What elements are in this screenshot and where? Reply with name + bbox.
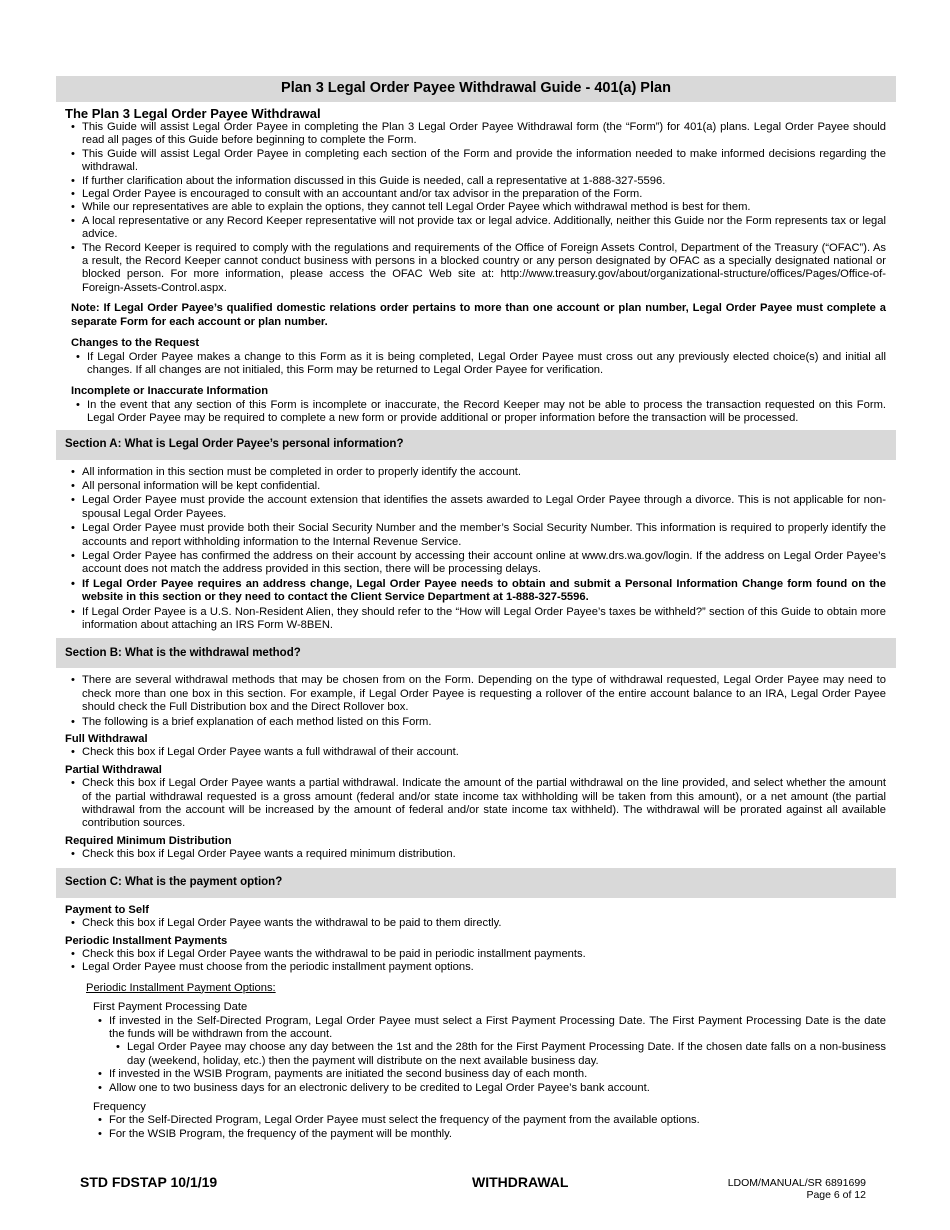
list-item: • Check this box if Legal Order Payee wants a required minimum distribution. xyxy=(66,848,886,861)
rmd-heading: Required Minimum Distribution xyxy=(65,834,232,847)
section-a-heading: Section A: What is Legal Order Payee’s personal information? xyxy=(56,430,896,460)
list-item: • If further clarification about the information discussed in this Guide is needed, call a representative at 1-888-327-5596. xyxy=(66,175,886,188)
list-item: • Legal Order Payee must provide the account extension that identifies the assets awarded to Legal Order Payee through a divorce. This is not applicable for non-spousal Legal Order Payees. xyxy=(66,494,886,521)
list-item: • If Legal Order Payee is a U.S. Non-Resident Alien, they should refer to the “How will Legal Order Payee’s taxes be withheld?” section of this Guide to obtain more information about attaching an IRS Form W-8BEN. xyxy=(66,606,886,633)
document-page xyxy=(56,76,896,1141)
payment-to-self-heading: Payment to Self xyxy=(65,903,149,916)
list-item: • Legal Order Payee has confirmed the address on their account by accessing their account online at www.drs.wa.gov/login. If the address on Legal Order Payee’s account does not match the address provided in this section, there will be processing delays. xyxy=(66,550,886,577)
list-item: • Legal Order Payee is encouraged to consult with an accountant and/or tax advisor in the preparation of the Form. xyxy=(66,188,886,201)
list-item: • All personal information will be kept confidential. xyxy=(66,480,886,493)
section-a-list xyxy=(66,466,886,633)
frequency-list xyxy=(93,1114,886,1141)
footer-ref-code: LDOM/MANUAL/SR 6891699 xyxy=(727,1177,866,1189)
incomplete-list xyxy=(71,399,886,426)
full-withdrawal-list xyxy=(66,746,886,759)
section-c-heading: Section C: What is the payment option? xyxy=(56,868,896,898)
list-item: • If invested in the Self-Directed Program, Legal Order Payee must select a First Payment Processing Date. The First Payment Processing Date is the date the funds will be withdrawn from the account. xyxy=(93,1015,886,1042)
intro-list xyxy=(66,121,886,295)
list-item: • There are several withdrawal methods that may be chosen from on the Form. Depending on the type of withdrawal requested, Legal Order Payee may need to check more than one box in this section. For example, if Legal Order Payee is requesting a rollover of the entire account balance to an IRA, Legal Order Payee should check the Full Distribution box and the Direct Rollover box. xyxy=(66,674,886,714)
intro-heading: The Plan 3 Legal Order Payee Withdrawal xyxy=(65,106,321,121)
list-item: • Allow one to two business days for an electronic delivery to be credited to Legal Order Payee’s bank account. xyxy=(93,1082,886,1095)
list-item: • This Guide will assist Legal Order Payee in completing the Plan 3 Legal Order Payee Withdrawal form (the “Form”) for 401(a) plans. Legal Order Payee should read all pages of this Guide before beginning to complete the Form. xyxy=(66,121,886,148)
list-item: • Legal Order Payee may choose any day between the 1st and the 28th for the First Payment Processing Date. If the chosen date falls on a non-business day (weekend, holiday, etc.) then the payment will distribute on the next available business day. xyxy=(111,1041,886,1068)
first-payment-sublist xyxy=(111,1041,886,1068)
list-item: • If Legal Order Payee makes a change to this Form as it is being completed, Legal Order Payee must cross out any previously elected choice(s) and initial all changes. If all changes are not initialed, this Form may be returned to Legal Order Payee for verification. xyxy=(71,351,886,378)
periodic-heading: Periodic Installment Payments xyxy=(65,934,228,947)
options-title-text: Periodic Installment Payment Options xyxy=(86,981,273,994)
list-item: • This Guide will assist Legal Order Payee in completing each section of the Form and provide the information needed to make informed decisions regarding the withdrawal. xyxy=(66,148,886,175)
first-payment-list xyxy=(93,1015,886,1042)
footer-form-id: STD FDSTAP 10/1/19 xyxy=(80,1174,218,1190)
list-item: • Check this box if Legal Order Payee wants a full withdrawal of their account. xyxy=(66,746,886,759)
list-item: • Check this box if Legal Order Payee wants the withdrawal to be paid to them directly. xyxy=(66,917,886,930)
list-item: • Legal Order Payee must provide both their Social Security Number and the member’s Social Security Number. This information is required to properly identify the accounts and report withholding information to the Internal Revenue Service. xyxy=(66,522,886,549)
section-b-heading: Section B: What is the withdrawal method? xyxy=(56,638,896,668)
first-payment-list-2 xyxy=(93,1068,886,1095)
changes-heading: Changes to the Request xyxy=(71,337,200,350)
document-title: Plan 3 Legal Order Payee Withdrawal Guide - 401(a) Plan xyxy=(56,76,896,102)
payment-to-self-list xyxy=(66,917,886,930)
list-item: • All information in this section must be completed in order to properly identify the account. xyxy=(66,466,886,479)
list-item: • The Record Keeper is required to comply with the regulations and requirements of the Office of Foreign Assets Control, Department of the Treasury (“OFAC”). As a result, the Record Keeper cannot conduct business with persons in a blocked country or any person designated by OFAC as a specially designated national or blocked person. For more information, please access the OFAC Web site at: http://www.treasury.gov/about/organizational-structure/offices/Pages/Office-of-Foreign-Assets-Control.aspx. xyxy=(66,242,886,296)
list-item: • For the Self-Directed Program, Legal Order Payee must select the frequency of the payment from the available options. xyxy=(93,1114,886,1127)
list-item: • If Legal Order Payee requires an address change, Legal Order Payee needs to obtain and submit a Personal Information Change form found on the website in this section or they need to contact the Client Service Department at 1-888-327-5596. xyxy=(66,578,886,605)
list-item: • Check this box if Legal Order Payee wants a partial withdrawal. Indicate the amount of the partial withdrawal on the line provided, and select whether the amount of the partial withdrawal requested is a gross amount (federal and/or state income tax withholding will be taken from this amount), or a net amount (the partial withdrawal from the account will be increased by the amount of federal and/or state income tax withheld). The withdrawal will be prorated against all available contribution sources. xyxy=(66,777,886,831)
full-withdrawal-heading: Full Withdrawal xyxy=(65,733,148,746)
footer-ref xyxy=(728,1177,866,1201)
note-paragraph: Note: If Legal Order Payee’s qualified domestic relations order pertains to more than one account or plan number, Legal Order Payee must complete a separate Form for each account or plan number. xyxy=(71,302,886,328)
periodic-list xyxy=(66,948,886,975)
list-item: • In the event that any section of this Form is incomplete or inaccurate, the Record Keeper may not be able to process the transaction requested on this Form. Legal Order Payee may be required to complete a new form or provide additional or proper information before the transaction will be processed. xyxy=(71,399,886,426)
list-item: • For the WSIB Program, the frequency of the payment will be monthly. xyxy=(93,1128,886,1141)
section-b-list xyxy=(66,674,886,729)
list-item: • Check this box if Legal Order Payee wants the withdrawal to be paid in periodic installment payments. xyxy=(66,948,886,961)
first-payment-heading: First Payment Processing Date xyxy=(93,1001,248,1014)
footer-center: WITHDRAWAL xyxy=(472,1174,569,1190)
rmd-list xyxy=(66,848,886,861)
list-item: • If invested in the WSIB Program, payments are initiated the second business day of each month. xyxy=(93,1068,886,1081)
incomplete-heading: Incomplete or Inaccurate Information xyxy=(71,385,269,398)
options-title xyxy=(86,982,896,995)
list-item: • While our representatives are able to explain the options, they cannot tell Legal Order Payee which withdrawal method is best for them. xyxy=(66,201,886,214)
options-title-colon: : xyxy=(272,981,276,994)
list-item: • The following is a brief explanation of each method listed on this Form. xyxy=(66,716,886,729)
frequency-heading: Frequency xyxy=(93,1100,146,1113)
page-footer xyxy=(0,1176,950,1206)
changes-list xyxy=(71,351,886,378)
partial-withdrawal-list xyxy=(66,777,886,831)
list-item: • A local representative or any Record Keeper representative will not provide tax or legal advice. Additionally, neither this Guide nor the Form represents tax or legal advice. xyxy=(66,215,886,242)
footer-page-number: Page 6 of 12 xyxy=(806,1189,866,1201)
partial-withdrawal-heading: Partial Withdrawal xyxy=(65,763,162,776)
list-item: • Legal Order Payee must choose from the periodic installment payment options. xyxy=(66,961,886,974)
